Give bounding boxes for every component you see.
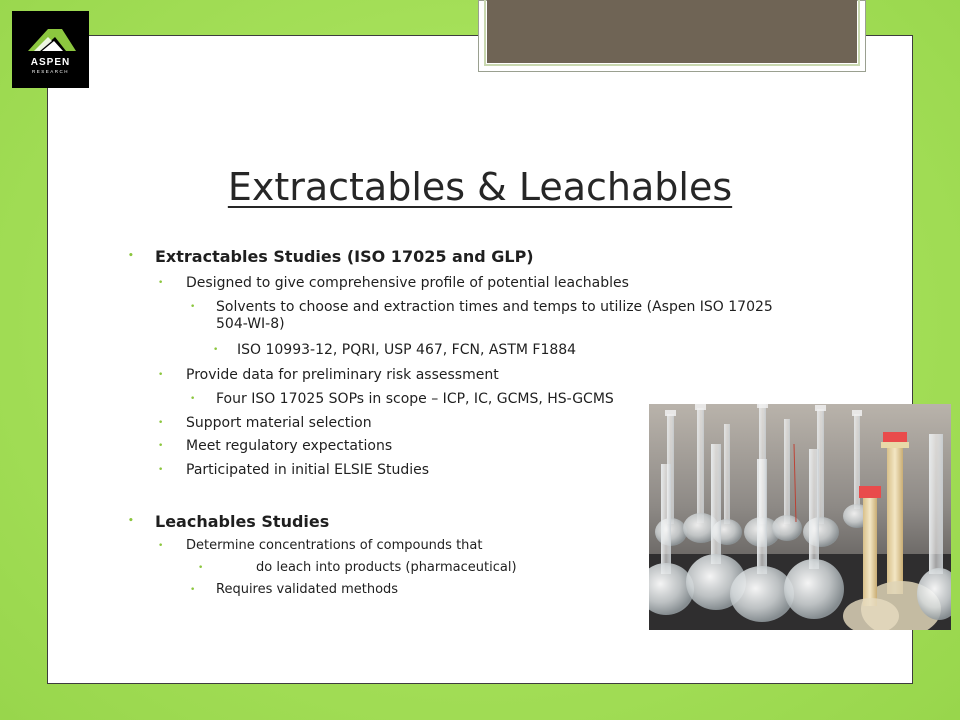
bullet-text: Participated in initial ELSIE Studies — [186, 462, 430, 478]
lab-glassware-photo — [649, 404, 951, 630]
bullet-text: Provide data for preliminary risk assessment — [186, 367, 499, 383]
bullet-icon: • — [158, 441, 164, 451]
bullet-text: Extractables Studies (ISO 17025 and GLP) — [155, 247, 534, 266]
bullet-icon: • — [158, 278, 164, 288]
logo-name: ASPEN — [30, 57, 71, 68]
bullet-text: Four ISO 17025 SOPs in scope – ICP, IC, GCMS, HS-GCMS — [216, 391, 614, 407]
bullet-text: Solvents to choose and extraction times and temps to utilize (Aspen ISO 17025 504-WI-8) — [216, 299, 773, 332]
bullet-icon: • — [158, 418, 164, 428]
bullet-text: Requires validated methods — [216, 582, 399, 597]
bullet-text: Leachables Studies — [155, 512, 330, 531]
aspen-logo — [12, 11, 89, 88]
bullet-icon: • — [190, 394, 196, 404]
top-decoration-bar — [487, 0, 857, 63]
logo-subtitle: RESEARCH — [31, 69, 69, 74]
bullet-text: Meet regulatory expectations — [186, 438, 393, 454]
bullet-icon: • — [158, 465, 164, 475]
bullet-text: Support material selection — [186, 415, 372, 431]
bullet-icon: • — [128, 251, 134, 261]
volumetric-flasks-image — [649, 404, 951, 630]
bullet-icon: • — [190, 302, 196, 312]
slide-title: Extractables & Leachables — [227, 165, 733, 209]
bullet-icon: • — [190, 585, 196, 595]
bullet-text: Designed to give comprehensive profile of potential leachables — [186, 275, 629, 291]
logo-mark-icon — [12, 11, 89, 88]
bullet-text: Determine concentrations of compounds that — [186, 538, 483, 553]
bullet-icon: • — [158, 370, 164, 380]
bullet-icon: • — [213, 345, 219, 355]
bullet-icon: • — [198, 563, 204, 573]
bullet-icon: • — [128, 516, 134, 526]
bullet-text: ISO 10993-12, PQRI, USP 467, FCN, ASTM F1884 — [237, 342, 577, 358]
bullet-text: do leach into products (pharmaceutical) — [256, 560, 517, 575]
bullet-icon: • — [158, 541, 164, 551]
